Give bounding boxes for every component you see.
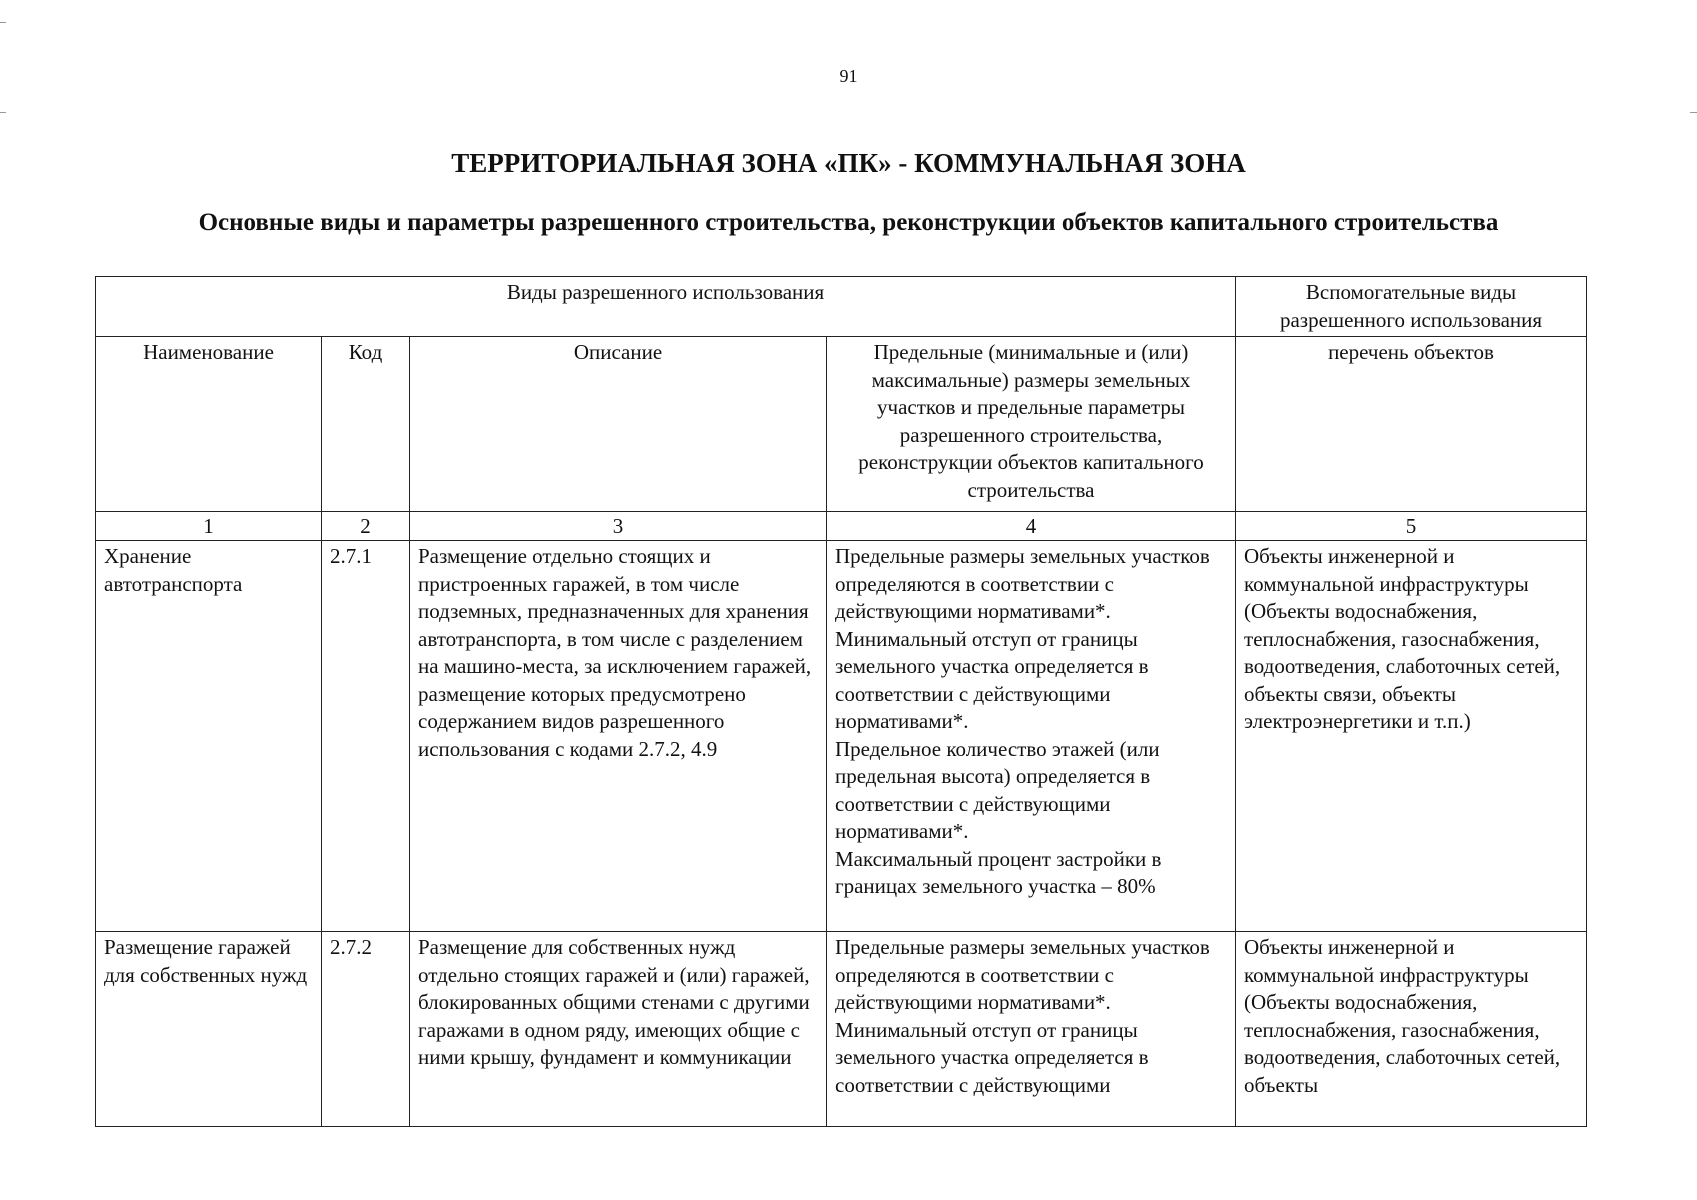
scan-mark-left-mid <box>0 112 6 113</box>
page-number: 91 <box>839 66 858 86</box>
parameter-line: Предельные размеры земельных участков определяются в соответствии с действующими нормативами*. <box>835 544 1210 623</box>
parameter-line: Максимальный процент застройки в границах земельного участка – 80% <box>835 846 1162 898</box>
column-header-code: Код <box>322 337 410 512</box>
scan-mark-right-mid <box>1690 112 1697 113</box>
use-code: 2.7.1 <box>322 541 410 932</box>
parameter-line: Предельное количество этажей (или предельная высота) определяется в соответствии с действующими нормативами*. <box>835 736 1160 843</box>
parameter-line: Минимальный отступ от границы земельного участка определяется в соответствии с действующими <box>835 1017 1149 1097</box>
header-permitted-uses: Виды разрешенного использования <box>96 277 1236 337</box>
column-header-objects-list: перечень объектов <box>1236 337 1587 512</box>
use-name: Хранение автотранспорта <box>96 541 322 932</box>
scan-mark-left-top <box>0 22 6 23</box>
section-title: Основные виды и параметры разрешенного строительства, реконструкции объектов капитального строительства <box>198 209 1499 236</box>
table-row <box>96 541 1587 932</box>
header-auxiliary-uses: Вспомогательные виды разрешенного использования <box>1236 277 1587 337</box>
column-number-row <box>96 512 1587 541</box>
use-parameters <box>827 541 1236 932</box>
auxiliary-objects: Объекты инженерной и коммунальной инфраструктуры (Объекты водоснабжения, теплоснабжения, газоснабжения, водоотведения, слаботочных сетей, объекты связи, объекты электроэнергетики и т.п.) <box>1236 541 1587 932</box>
table-header-group-row <box>96 277 1587 337</box>
use-description: Размещение для собственных нужд отдельно стоящих гаражей и (или) гаражей, блокированных общими стенами с другими гаражами в одном ряду, имеющих общие с ними крышу, фундамент и коммуникации <box>410 932 827 1127</box>
table-column-headers <box>96 337 1587 512</box>
auxiliary-clip: Объекты инженерной и коммунальной инфраструктуры (Объекты водоснабжения, теплоснабжения, газоснабжения, водоотведения, слаботочных сетей, объекты <box>1244 935 1561 1097</box>
column-header-description: Описание <box>410 337 827 512</box>
auxiliary-objects <box>1236 932 1587 1127</box>
use-parameters <box>827 932 1236 1127</box>
column-number: 3 <box>410 512 827 541</box>
table-row <box>96 932 1587 1127</box>
land-use-table <box>95 276 1587 1127</box>
parameter-line: Предельные размеры земельных участков определяются в соответствии с действующими нормативами*. <box>835 935 1210 1014</box>
column-number: 5 <box>1236 512 1587 541</box>
column-header-name: Наименование <box>96 337 322 512</box>
parameter-line: Минимальный отступ от границы земельного участка определяется в соответствии с действующими нормативами*. <box>835 626 1149 733</box>
column-number: 1 <box>96 512 322 541</box>
parameter-clip <box>835 934 1227 1099</box>
use-description: Размещение отдельно стоящих и пристроенных гаражей, в том числе подземных, предназначенных для хранения автотранспорта, в том числе с разделением на машино-места, за исключением гаражей, размещение которых предусмотрено содержанием видов разрешенного использования с кодами 2.7.2, 4.9 <box>410 541 827 932</box>
column-number: 4 <box>827 512 1236 541</box>
use-name: Размещение гаражей для собственных нужд <box>96 932 322 1127</box>
column-number: 2 <box>322 512 410 541</box>
use-code: 2.7.2 <box>322 932 410 1127</box>
zone-title: ТЕРРИТОРИАЛЬНАЯ ЗОНА «ПК» - КОММУНАЛЬНАЯ ЗОНА <box>451 148 1246 178</box>
column-header-parameters: Предельные (минимальные и (или) максимальные) размеры земельных участков и предельные параметры разрешенного строительства, реконструкции объектов капитального строительства <box>827 337 1236 512</box>
